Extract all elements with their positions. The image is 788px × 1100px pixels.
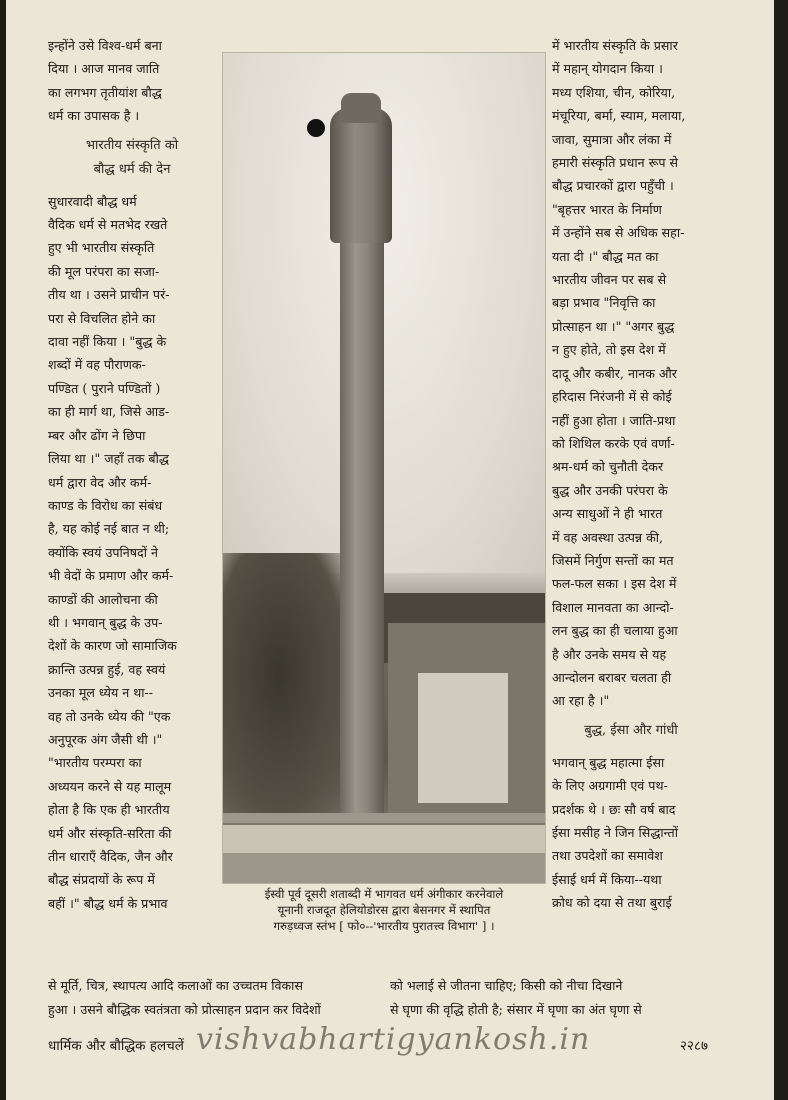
left-body-text: सुधारवादी बौद्ध धर्म वैदिक धर्म से मतभेद रखते हुए भी भारतीय संस्कृति की मूल परंपरा का सजा- तीय था । उसने प्राचीन परं- परा से विचलित होने का दावा नहीं किया । "बुद्ध के शब्दों में वह पौराणक- पण्डित ( पुराने पण्डितों ) का ही मार्ग था, जिसे आड- म्बर और ढोंग ने छिपा लिया था ।" जहाँ तक बौद्ध धर्म द्वारा वेद और कर्म- काण्ड के विरोध का संबंध है, यह कोई नई बात न थी; क्योंकि स्वयं उपनिषदों ने भी वेदों के प्रमाण और कर्म- काण्डों की आलोचना की थी । भगवान् बुद्ध के उप- देशों के कारण जो सामाजिक क्रान्ति उत्पन्न हुई, वह स्वयं उनका मूल ध्येय न था-- वह तो उनके ध्येय की "एक अनुपूरक अंग जैसी थी ।" "भारतीय परम्परा का अध्ययन करने से यह मालूम होता है कि एक ही भारतीय धर्म और संस्कृति-सरिता की तीन धाराएँ वैदिक, जैन और बौद्ध संप्रदायों के रूप में बहीं ।" बौद्ध धर्म के प्रभाव: [48, 193, 177, 911]
pillar-shaft: [340, 148, 384, 813]
bottom-line-1-right: को भलाई से जीतना चाहिए; किसी को नीचा दिखाने: [390, 978, 623, 993]
bottom-line-2-right: से घृणा की वृद्धि होती है; संसार में घृणा का अंत घृणा से: [390, 1002, 642, 1017]
pillar-capital: [330, 108, 392, 243]
running-head: धार्मिक और बौद्धिक हलचलें: [48, 1038, 184, 1054]
book-page: [6, 0, 774, 1100]
section-heading-buddhism-contribution: भारतीय संस्कृति को बौद्ध धर्म की देन: [85, 137, 179, 177]
page-number: २२८७: [679, 1038, 708, 1054]
bottom-line-1-left: से मूर्ति, चित्र, स्थापत्य आदि कलाओं का उच्चतम विकास: [48, 978, 303, 993]
right-column: [552, 34, 710, 915]
left-intro-text: इन्होंने उसे विश्व-धर्म बना दिया । आज मानव जाति का लगभग तृतीयांश बौद्ध धर्म का उपासक है ।: [48, 38, 162, 124]
garuda-pillar-photo: [222, 52, 546, 884]
photo-hut-wall: [418, 673, 508, 803]
photo-dark-spot: [307, 119, 325, 137]
right-body-text-2: भगवान् बुद्ध महात्मा ईसा के लिए अग्रगामी एवं पथ- प्रदर्शक थे । छः सौ वर्ष बाद ईसा मसीह ने जिन सिद्धान्तों तथा उपदेशों का समावेश ईसाई धर्म में किया--यथा क्रोध को दया से तथा बुराई: [552, 754, 678, 911]
left-column: [48, 34, 216, 915]
watermark-text: vishvabhartigyankosh.in: [196, 1022, 591, 1057]
pillar-capital-top: [341, 93, 381, 123]
section-heading-buddha-jesus-gandhi: बुद्ध, ईसा और गांधी: [584, 722, 678, 738]
right-body-text-1: में भारतीय संस्कृति के प्रसार में महान् योगदान किया । मध्य एशिया, चीन, कोरिया, मंचूरिया, बर्मा, स्याम, मलाया, जावा, सुमात्रा और लंका में हमारी संस्कृति प्रधान रूप से बौद्ध प्रचारकों द्वारा पहुँची । "बृहत्तर भारत के निर्माण में उन्होंने सब से अधिक सहा- यता दी ।" बौद्ध मत का भारतीय जीवन पर सब से बड़ा प्रभाव "निवृत्ति का प्रोत्साहन था ।" "अगर बुद्ध न हुए होते, तो इस देश में दादू और कबीर, नानक और हरिदास निरंजनी में से कोई नहीं हुआ होता । जाति-प्रथा को शिथिल करके एवं वर्णा- श्रम-धर्म को चुनौती देकर बुद्ध और उनकी परंपरा के अन्य साधुओं ने ही भारत में वह अवस्था उत्पन्न की, जिसमें निर्गुण सन्तों का मत फल-फल सका । इस देश में विशाल मानवता का आन्दो- लन बुद्ध का ही चलाया हुआ है और उनके समय से यह आन्दोलन बराबर चलता ही आ रहा है ।": [552, 38, 686, 709]
photo-platform: [223, 823, 545, 853]
figure-caption: ईस्वी पूर्व दूसरी शताब्दी में भागवत धर्म अंगीकार करनेवाले यूनानी राजदूत हेलियोडोरस द्वारा बेसनगर में स्थापित गरुड़ध्वज स्तंभ [ फो०--'भारतीय पुरातत्त्व विभाग' ] ।: [264, 887, 504, 933]
bottom-line-2-left: हुआ । उसने बौद्धिक स्वतंत्रता को प्रोत्साहन प्रदान कर विदेशों: [48, 1002, 321, 1017]
book-spine-shadow: [774, 0, 788, 1100]
